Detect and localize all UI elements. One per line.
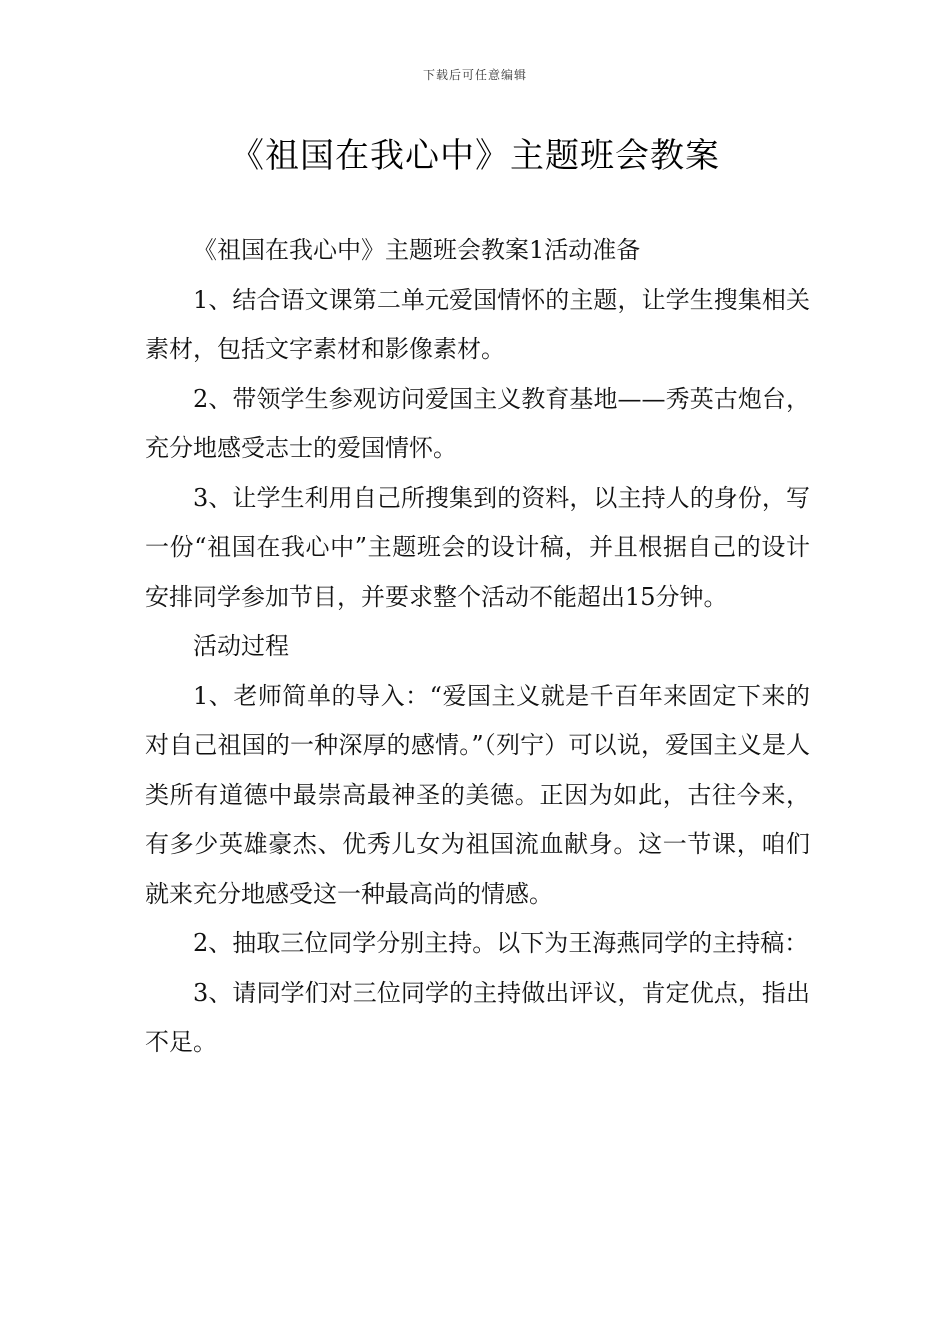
- document-body: [145, 226, 810, 1068]
- paragraph-process-step-2: 2、抽取三位同学分别主持。以下为王海燕同学的主持稿：: [193, 929, 809, 957]
- paragraph-preparation-heading: 《祖国在我心中》主题班会教案1活动准备: [193, 236, 641, 264]
- paragraph-prep-step-1: 1、结合语文课第二单元爱国情怀的主题，让学生搜集相关素材，包括文字素材和影像素材。: [145, 285, 810, 363]
- paragraph-prep-step-3: 3、让学生利用自己所搜集到的资料，以主持人的身份，写一份“祖国在我心中”主题班会的设计稿，并且根据自己的设计安排同学参加节目，并要求整个活动不能超出15分钟。: [145, 483, 810, 611]
- paragraph-process-step-1: 1、老师简单的导入：“爱国主义就是千百年来固定下来的对自己祖国的一种深厚的感情。”（列宁）可以说，爱国主义是人类所有道德中最崇高最神圣的美德。正因为如此，古往今来，有多少英雄豪杰、优秀儿女为祖国流血献身。这一节课，咱们就来充分地感受这一种最高尚的情感。: [145, 681, 810, 908]
- document-title: 《祖国在我心中》主题班会教案: [230, 136, 720, 176]
- paragraph-process-step-3: 3、请同学们对三位同学的主持做出评议，肯定优点，指出不足。: [145, 978, 810, 1056]
- header-note: 下载后可任意编辑: [422, 68, 527, 82]
- paragraph-process-heading: 活动过程: [193, 632, 289, 660]
- paragraph-prep-step-2: 2、带领学生参观访问爱国主义教育基地——秀英古炮台，充分地感受志士的爱国情怀。: [145, 384, 810, 462]
